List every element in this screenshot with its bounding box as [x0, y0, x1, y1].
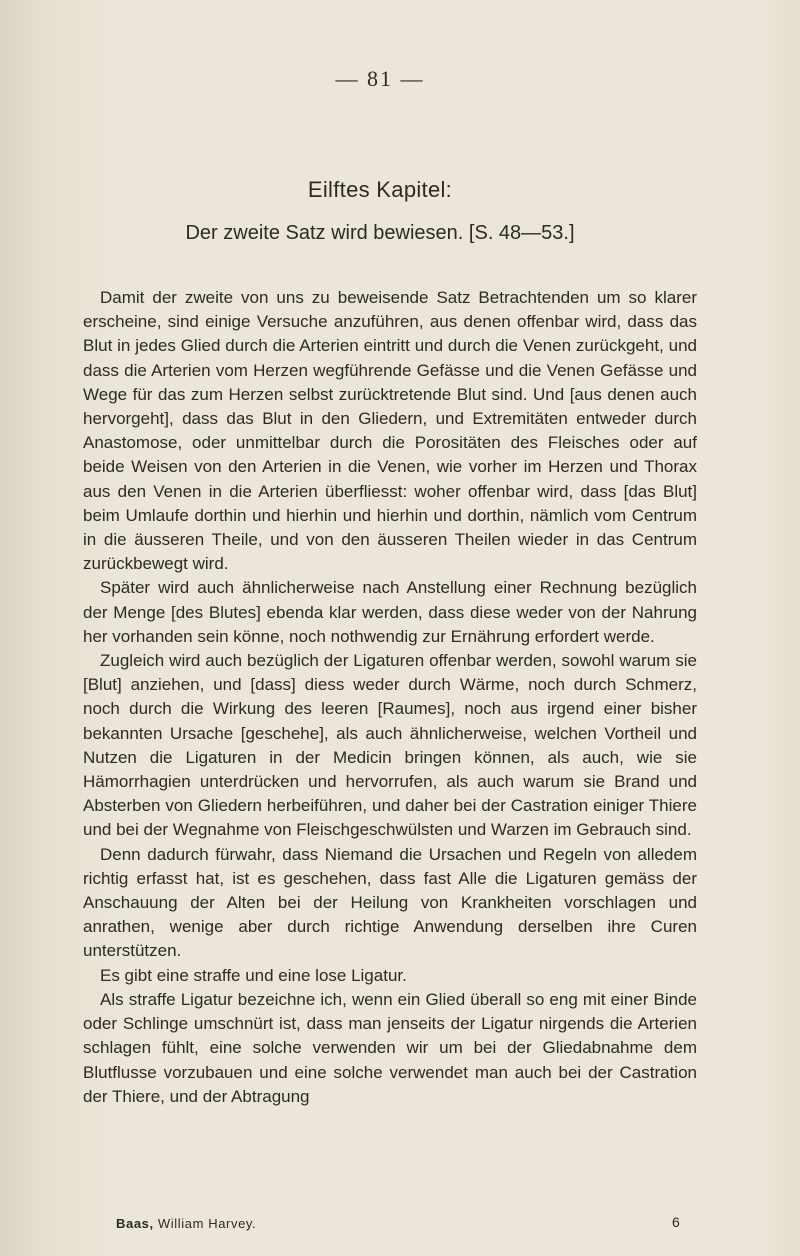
paragraph: Denn dadurch fürwahr, dass Niemand die Ursachen und Regeln von alledem richtig erfasst hat, ist es geschehen, dass fast Alle die Ligaturen gemäss der Anschauung der Alten bei der Heilung von Krankheiten vorschlagen und anrathen, wenige aber durch richtige Anwendung derselben ihre Curen unterstützen.	[83, 844, 697, 961]
paragraph: Es gibt eine straffe und eine lose Ligatur.	[100, 965, 407, 985]
page-number: — 81 —	[335, 66, 425, 91]
paragraph: Später wird auch ähnlicherweise nach Anstellung einer Rechnung bezüglich der Menge [des Blutes] ebenda klar werden, dass diese weder von der Nahrung her vorhanden sein könne, noch nothwendig zur Ernährung erfordert werde.	[83, 578, 697, 646]
signature-mark: 6	[672, 1214, 680, 1230]
paragraph: Damit der zweite von uns zu beweisende Satz Betrachtenden um so klarer erscheine, sind einige Versuche anzuführen, aus denen offenbar wird, dass das Blut in jedes Glied durch die Arterien eintritt und durch die Venen zurückgeht, und dass die Arterien vom Herzen wegführende Gefässe und die Venen Gefässe und Wege für das zum Herzen selbst zurücktretende Blut sind. Und [aus denen auch hervorgeht], dass das Blut in den Gliedern, und Extremitäten entweder durch Anastomose, oder unmittelbar durch die Porositäten des Fleisches oder auf beide Weisen von den Arterien in die Venen, wie vorher im Herzen und Thorax aus den Venen in die Arterien überfliesst: woher offenbar wird, dass [das Blut] beim Umlaufe dorthin und hierhin und hierhin und dorthin, nämlich vom Centrum in die äusseren Theile, und von den äusseren Theilen wieder in das Centrum zurückbewegt wird.	[83, 288, 697, 574]
paragraph: Zugleich wird auch bezüglich der Ligaturen offenbar werden, sowohl warum sie [Blut] anziehen, und [dass] diess weder durch Wärme, noch durch Schmerz, noch durch die Wirkung des leeren [Raumes], noch aus irgend einer bisher bekannten Ursache [geschehe], als auch ähnlicherweise, welchen Vortheil und Nutzen die Ligaturen in der Medicin bringen können, als auch, wie sie Hämorrhagien unterdrücken und hervorrufen, als auch warum sie Brand und Absterben von Gliedern herbeiführen, und daher bei der Castration einiger Thiere und bei der Wegnahme von Fleischgeschwülsten und Warzen im Gebrauch sind.	[83, 651, 697, 840]
chapter-title: Eilftes Kapitel:	[307, 177, 453, 202]
chapter-subtitle: Der zweite Satz wird bewiesen. [S. 48—53.]	[185, 222, 575, 244]
footer-work: William Harvey.	[157, 1216, 257, 1231]
paragraph: Als straffe Ligatur bezeichne ich, wenn ein Glied überall so eng mit einer Binde oder Schlinge umschnürt ist, dass man jenseits der Ligatur nirgends die Arterien schlagen fühlt, eine solche verwenden wir um bei der Gliedabnahme dem Blutflusse vorzubauen und eine solche verwendet man auch bei der Castration der Thiere, und der Abtragung	[83, 989, 697, 1106]
footer-credit	[116, 1216, 256, 1231]
footer-author: Baas,	[116, 1216, 154, 1231]
body-text	[83, 286, 697, 1109]
